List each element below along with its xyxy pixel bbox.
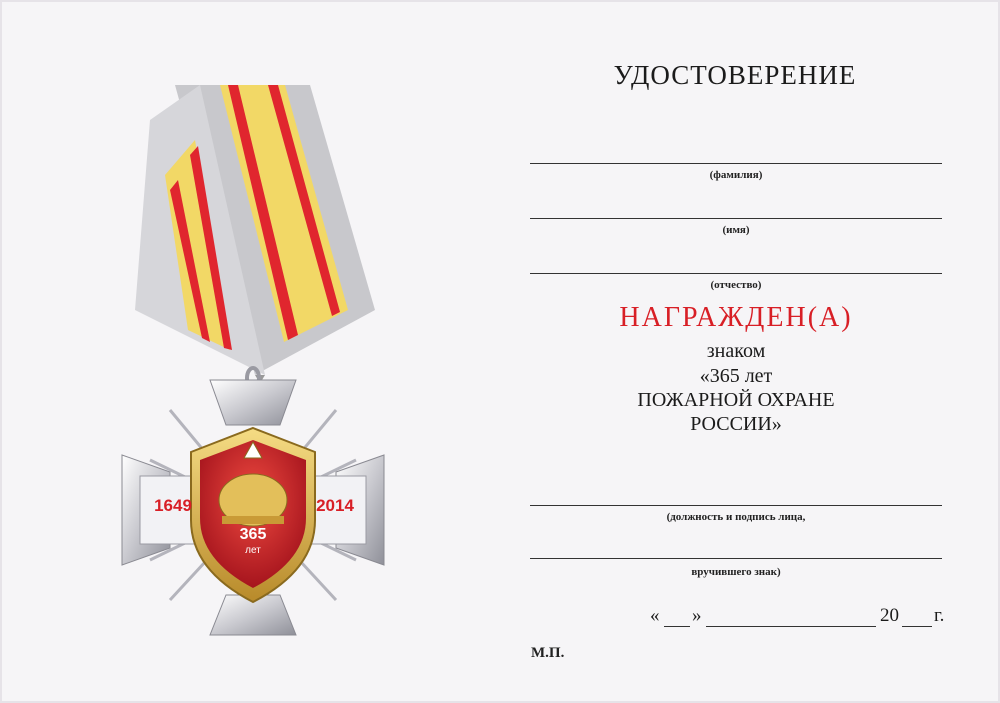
year-line[interactable]: [902, 626, 932, 627]
medal-number: 365: [239, 526, 267, 543]
stamp-place-label: М.П.: [531, 645, 565, 661]
patronymic-line[interactable]: [530, 273, 942, 274]
medal-year-left: 1649: [154, 496, 192, 515]
award-line-3: ПОЖАРНОЙ ОХРАНЕ: [637, 389, 835, 411]
award-line-2: «365 лет: [699, 365, 773, 387]
date-open-quote: «: [650, 605, 660, 626]
awarded-heading: НАГРАЖДЕН(А): [619, 302, 853, 333]
name-line[interactable]: [530, 218, 942, 219]
name-caption: (имя): [722, 224, 750, 236]
medal-number-caption: лет: [245, 545, 261, 556]
year-prefix: 20: [880, 605, 899, 626]
certificate-title: УДОСТОВЕРЕНИЕ: [613, 60, 857, 90]
surname-line[interactable]: [530, 163, 942, 164]
medal-illustration: [110, 80, 400, 640]
day-line[interactable]: [664, 626, 690, 627]
signer-caption-2: вручившего знак): [691, 566, 781, 578]
surname-caption: (фамилия): [709, 169, 763, 181]
award-line-1: знаком: [706, 340, 766, 362]
ribbon: [135, 85, 375, 380]
medal-svg: [110, 80, 400, 640]
signer-line-2[interactable]: [530, 558, 942, 559]
award-line-4: РОССИИ»: [690, 413, 782, 435]
signer-line[interactable]: [530, 505, 942, 506]
patronymic-caption: (отчество): [710, 279, 762, 291]
date-field: [650, 605, 950, 629]
month-line[interactable]: [706, 626, 876, 627]
medal-shield: [191, 428, 315, 602]
year-suffix: г.: [934, 605, 945, 626]
date-close-quote: »: [692, 605, 702, 626]
signer-caption-1: (должность и подпись лица,: [666, 511, 806, 523]
medal-year-right: 2014: [316, 496, 354, 515]
